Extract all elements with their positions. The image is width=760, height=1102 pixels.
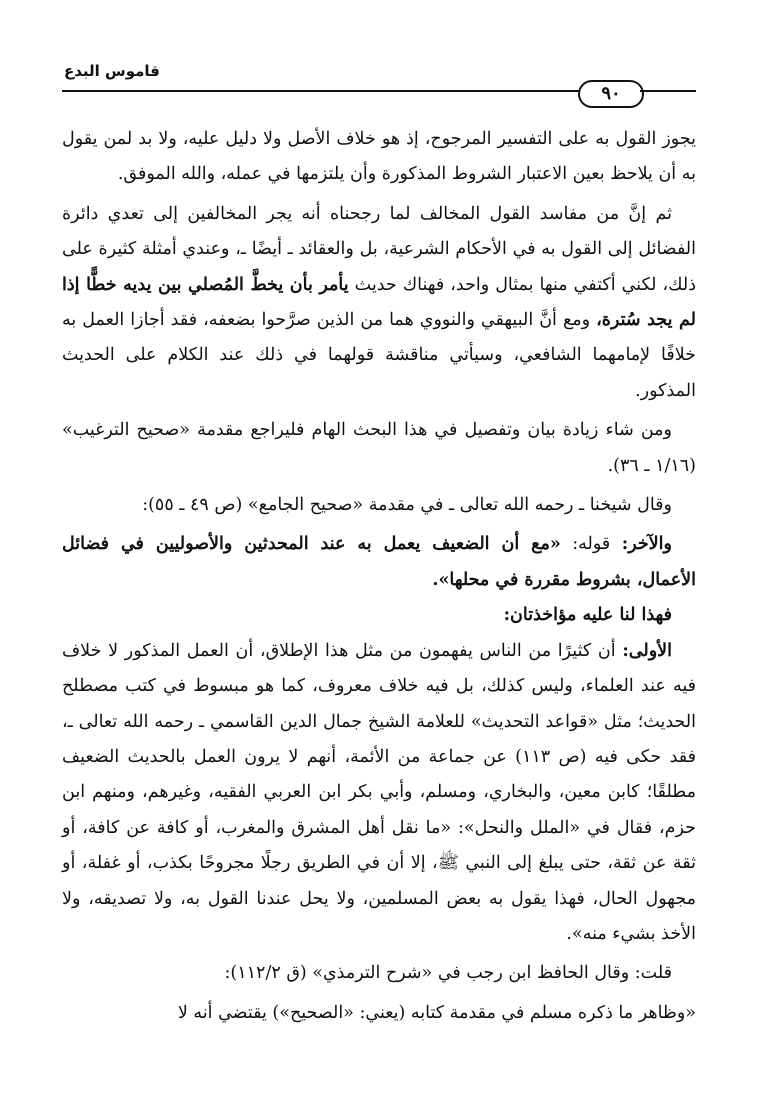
paragraph-6: فهذا لنا عليه مؤاخذتان:	[503, 605, 672, 626]
paragraph-2	[62, 197, 696, 409]
label-first: الأولى:	[622, 640, 672, 661]
paragraph-5	[62, 527, 696, 598]
paragraph-4: وقال شيخنا ـ رحمه الله تعالى ـ في مقدمة «صحيح الجامع» (ص ٤٩ ـ ٥٥):	[142, 495, 672, 516]
page-number-frame	[578, 80, 644, 108]
paragraph-7	[62, 634, 696, 953]
header-rule-right	[640, 90, 696, 92]
page-number: ٩٠	[601, 83, 621, 104]
header-rule-left	[62, 90, 582, 92]
page-body	[62, 122, 696, 1031]
quoted-statement: «مع أن الضعيف يعمل به عند المحدثين والأصوليين في فضائل الأعمال، بشروط مقررة في محلها».	[62, 534, 696, 590]
label-second: والآخر:	[621, 534, 672, 555]
paragraph-5-mid: قوله:	[572, 534, 611, 555]
paragraph-2-text-b: ومع أنَّ البيهقي والنووي هما من الذين صرَّحوا بضعفه، فقد أجازا العمل به خلافًا لإمامهما الشافعي، وسيأتي مناقشة قولهما في ذلك عند الكلام على الحديث المذكور.	[62, 310, 696, 401]
paragraph-9: «وظاهر ما ذكره مسلم في مقدمة كتابه (يعني: «الصحيح») يقتضي أنه لا	[177, 1002, 696, 1023]
paragraph-3: ومن شاء زيادة بيان وتفصيل في هذا البحث الهام فليراجع مقدمة «صحيح الترغيب» (١/١٦ ـ ٣٦).	[62, 420, 696, 476]
paragraph-2-text-a: ثم إنَّ من مفاسد القول المخالف لما رجحناه أنه يجر المخالفين إلى تعدي دائرة الفضائل إلى القول به في الأحكام الشرعية، بل والعقائد ـ أيضًا ـ، وعندي أمثلة كثيرة على ذلك، لكني أكتفي منها بمثال واحد، فهناك حديث	[62, 203, 696, 295]
hadith-title: يأمر بأن يخطَّ المُصلي بين يديه خطًّا إذا لم يجد سُترة،	[62, 274, 696, 331]
paragraph-7-text: أن كثيرًا من الناس يفهمون من مثل هذا الإطلاق، أن العمل المذكور لا خلاف فيه عند العلماء، وليس كذلك، بل فيه خلاف معروف، كما هو مبسوط في كتب مصطلح الحديث؛ مثل «قواعد التحديث» للعلامة الشيخ جمال الدين القاسمي ـ رحمه الله تعالى ـ، فقد حكى فيه (ص ١١٣) عن جماعة من الأئمة، أنهم لا يرون العمل بالحديث الضعيف مطلقًا؛ كابن معين، والبخاري، ومسلم، وأبي بكر ابن العربي الفقيه، وغيرهم، ومنهم ابن حزم، فقال في «الملل والنحل»: «ما نقل أهل المشرق والمغرب، أو كافة عن كافة، أو ثقة عن ثقة، حتى يبلغ إلى النبي ﷺ، إلا أن في الطريق رجلًا مجروحًا بكذب، أو غفلة، أو مجهول الحال، فهذا يقول به بعض المسلمين، ولا يحل عندنا القول به، ولا تصديقه، ولا الأخذ بشيء منه».	[62, 640, 696, 944]
paragraph-1: يجوز القول به على التفسير المرجوح، إذ هو خلاف الأصل ولا دليل عليه، ولا بد لمن يقول به أن يلاحظ بعين الاعتبار الشروط المذكورة وأن يلتزمها في عمله، والله الموفق.	[62, 129, 696, 185]
page-header	[0, 0, 760, 110]
paragraph-8: قلت: وقال الحافظ ابن رجب في «شرح الترمذي» (ق ١١٢/٢):	[224, 963, 672, 984]
book-title: قاموس البدع	[64, 62, 160, 80]
